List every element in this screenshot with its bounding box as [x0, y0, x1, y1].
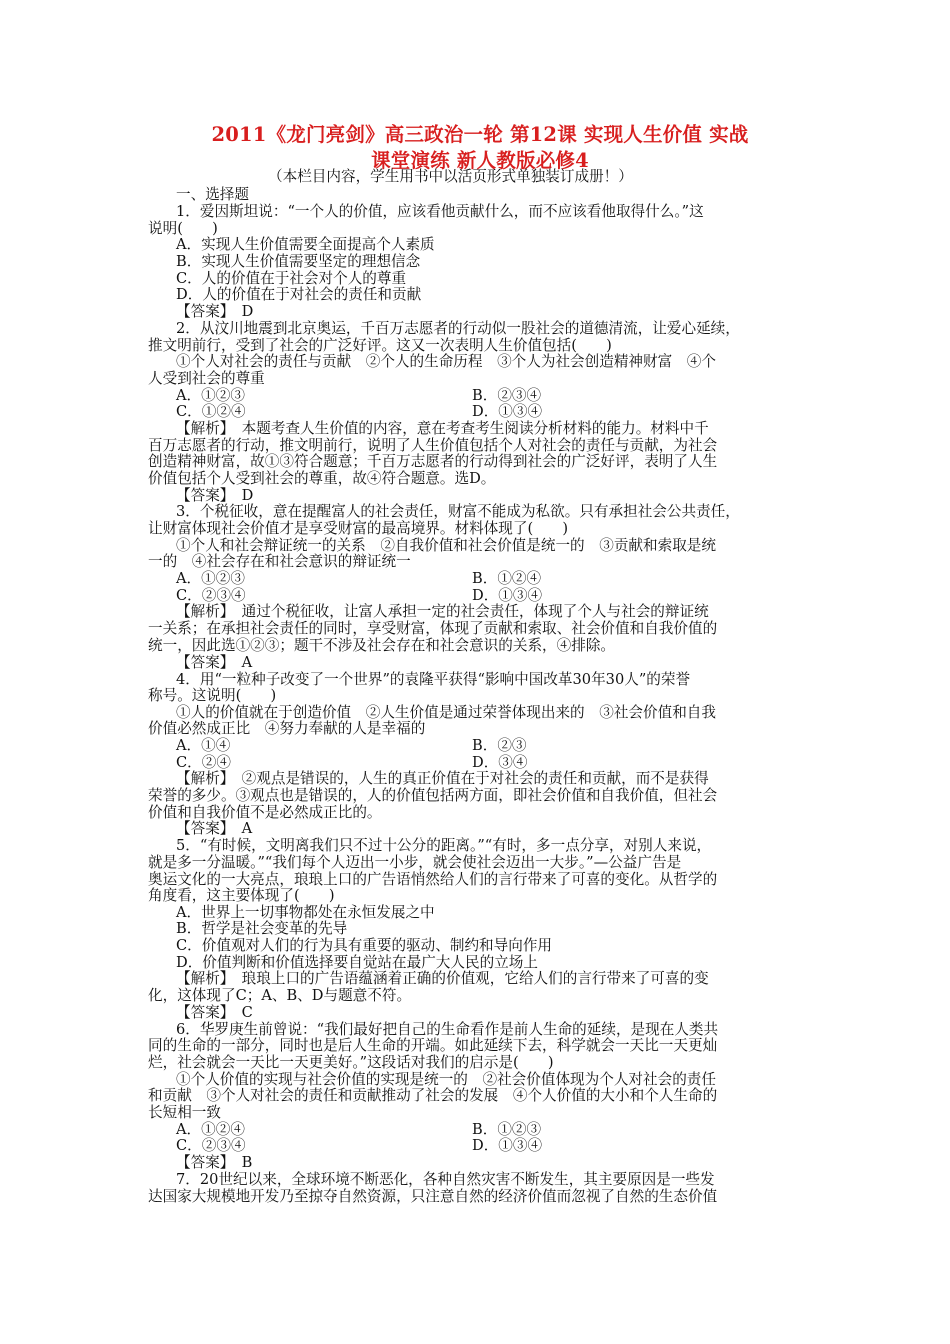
q4-option-c: C．②④ [176, 754, 231, 771]
q3-item-line: ①个人和社会辩证统一的关系 ②自我价值和社会价值是统一的 ③贡献和索取是统 [176, 537, 716, 554]
q4-option-a: A．①④ [176, 737, 231, 754]
q4-stem-line: 4．用“一粒种子改变了一个世界”的袁隆平获得“影响中国改革30年30人”的荣誉 [176, 671, 691, 688]
q6-option-c: C．②③④ [176, 1137, 246, 1154]
q6-stem-line: 同的生命的一部分，同时也是后人生命的开端。如此延续下去，科学就会一天比一天更灿 [148, 1037, 718, 1054]
q3-stem-line: 3．个税征收，意在提醒富人的社会责任，财富不能成为私欲。只有承担社会公共责任， [176, 503, 740, 520]
q3-option-d: D．①③④ [472, 587, 543, 604]
q1-answer: 【答案】 D [176, 303, 254, 320]
q4-item-line: ①人的价值就在于创造价值 ②人生价值是通过荣誉体现出来的 ③社会价值和自我 [176, 704, 716, 721]
q6-item-line: 长短相一致 [148, 1104, 221, 1121]
q7-stem-line: 7．20世纪以来，全球环境不断恶化，各种自然灾害不断发生，其主要原因是一些发 [176, 1171, 715, 1188]
q4-option-b: B．②③ [472, 737, 527, 754]
q5-option: D．价值判断和价值选择要自觉站在最广大人民的立场上 [176, 954, 538, 971]
q6-item-line: 和贡献 ③个人对社会的责任和贡献推动了社会的发展 ④个人价值的大小和个人生命的 [148, 1087, 718, 1104]
q2-option-b: B．②③④ [472, 387, 542, 404]
q6-option-b: B．①②③ [472, 1121, 542, 1138]
q3-option-c: C．②③④ [176, 587, 246, 604]
q4-analysis-line: 【解析】 ②观点是错误的，人生的真正价值在于对社会的责任和贡献，而不是获得 [176, 770, 709, 787]
q5-analysis-line: 【解析】 琅琅上口的广告语蕴涵着正确的价值观，它给人们的言行带来了可喜的变 [176, 970, 709, 987]
section-heading: 一、选择题 [176, 186, 249, 203]
q2-analysis-line: 【解析】 本题考查人生价值的内容，意在考查考生阅读分析材料的能力。材料中千 [176, 420, 709, 437]
q2-option-d: D．①③④ [472, 403, 543, 420]
q2-stem-line: 推文明前行，受到了社会的广泛好评。这又一次表明人生价值包括( ) [148, 337, 612, 354]
q5-option: A．世界上一切事物都处在永恒发展之中 [176, 904, 435, 921]
q2-analysis-line: 创造精神财富，故①③符合题意；千百万志愿者的行动得到社会的广泛好评，表明了人生 [148, 453, 718, 470]
q4-stem-line: 称号。这说明( ) [148, 687, 277, 704]
q2-stem-line: 2．从汶川地震到北京奥运，千百万志愿者的行动似一股社会的道德清流，让爱心延续， [176, 320, 740, 337]
q2-option-a: A．①②③ [176, 387, 245, 404]
q5-answer: 【答案】 C [176, 1004, 253, 1021]
binding-note: （本栏目内容，学生用书中以活页形式单独装订成册！） [268, 168, 633, 185]
q4-option-d: D．③④ [472, 754, 528, 771]
q5-option: B．哲学是社会变革的先导 [176, 920, 348, 937]
q5-analysis-line: 化，这体现了C；A、B、D与题意不符。 [148, 987, 412, 1004]
q2-item-line: ①个人对社会的责任与贡献 ②个人的生命历程 ③个人为社会创造精神财富 ④个 [176, 353, 716, 370]
q5-stem-line: 就是多一分温暖。”“我们每个人迈出一小步，就会使社会迈出一大步。”—公益广告是 [148, 854, 682, 871]
q6-item-line: ①个人价值的实现与社会价值的实现是统一的 ②社会价值体现为个人对社会的责任 [176, 1071, 716, 1088]
q3-analysis-line: 一关系；在承担社会责任的同时，享受财富，体现了贡献和索取、社会价值和自我价值的 [148, 620, 718, 637]
q6-option-d: D．①③④ [472, 1137, 543, 1154]
q5-stem-line: 奥运文化的一大亮点，琅琅上口的广告语悄然给人们的言行带来了可喜的变化。从哲学的 [148, 871, 718, 888]
q1-option: B．实现人生价值需要坚定的理想信念 [176, 253, 421, 270]
q2-option-c: C．①②④ [176, 403, 246, 420]
q3-stem-line: 让财富体现社会价值才是享受财富的最高境界。材料体现了( ) [148, 520, 569, 537]
document-title-line-1: 2011《龙门亮剑》高三政治一轮 第12课 实现人生价值 实战 [211, 123, 749, 146]
q3-analysis-line: 【解析】 通过个税征收，让富人承担一定的社会责任，体现了个人与社会的辩证统 [176, 603, 709, 620]
q5-stem-line: 5．“有时候，文明离我们只不过十公分的距离。”“有时，多一点分享，对别人来说， [176, 837, 712, 854]
q6-option-a: A．①②④ [176, 1121, 245, 1138]
q1-option: D．人的价值在于对社会的责任和贡献 [176, 286, 422, 303]
q2-answer: 【答案】 D [176, 487, 254, 504]
q4-item-line: 价值必然成正比 ④努力奉献的人是幸福的 [148, 720, 426, 737]
q5-stem-line: 角度看，这主要体现了( ) [148, 887, 335, 904]
q6-stem-line: 6．华罗庚生前曾说：“我们最好把自己的生命看作是前人生命的延续，是现在人类共 [176, 1021, 719, 1038]
q3-analysis-line: 统一，因此选①②③；题干不涉及社会存在和社会意识的关系，④排除。 [148, 637, 616, 654]
q1-stem-line: 说明( ) [148, 220, 218, 237]
q6-stem-line: 烂，社会就会一天比一天更美好。”这段话对我们的启示是( ) [148, 1054, 554, 1071]
q5-option: C．价值观对人们的行为具有重要的驱动、制约和导向作用 [176, 937, 553, 954]
document-title-line-2: 课堂演练 新人教版必修4 [371, 149, 589, 172]
q3-answer: 【答案】 A [176, 654, 253, 671]
q1-stem-line: 1．爱因斯坦说：“一个人的价值，应该看他贡献什么，而不应该看他取得什么。”这 [176, 203, 704, 220]
q2-analysis-line: 价值包括个人受到社会的尊重，故④符合题意。选D。 [148, 470, 496, 487]
q4-analysis-line: 荣誉的多少。③观点也是错误的，人的价值包括两方面，即社会价值和自我价值，但社会 [148, 787, 718, 804]
q1-option: C．人的价值在于社会对个人的尊重 [176, 270, 407, 287]
q3-option-a: A．①②③ [176, 570, 245, 587]
q4-analysis-line: 价值和自我价值不是必然成正比的。 [148, 804, 382, 821]
q2-item-line: 人受到社会的尊重 [148, 370, 265, 387]
q1-option: A．实现人生价值需要全面提高个人素质 [176, 236, 435, 253]
q3-item-line: 一的 ④社会存在和社会意识的辩证统一 [148, 553, 411, 570]
q7-stem-line: 达国家大规模地开发乃至掠夺自然资源，只注意自然的经济价值而忽视了自然的生态价值 [148, 1188, 718, 1205]
q3-option-b: B．①②④ [472, 570, 542, 587]
q4-answer: 【答案】 A [176, 820, 253, 837]
q6-answer: 【答案】 B [176, 1154, 253, 1171]
q2-analysis-line: 百万志愿者的行动，推文明前行，说明了人生价值包括个人对社会的责任与贡献，为社会 [148, 437, 718, 454]
